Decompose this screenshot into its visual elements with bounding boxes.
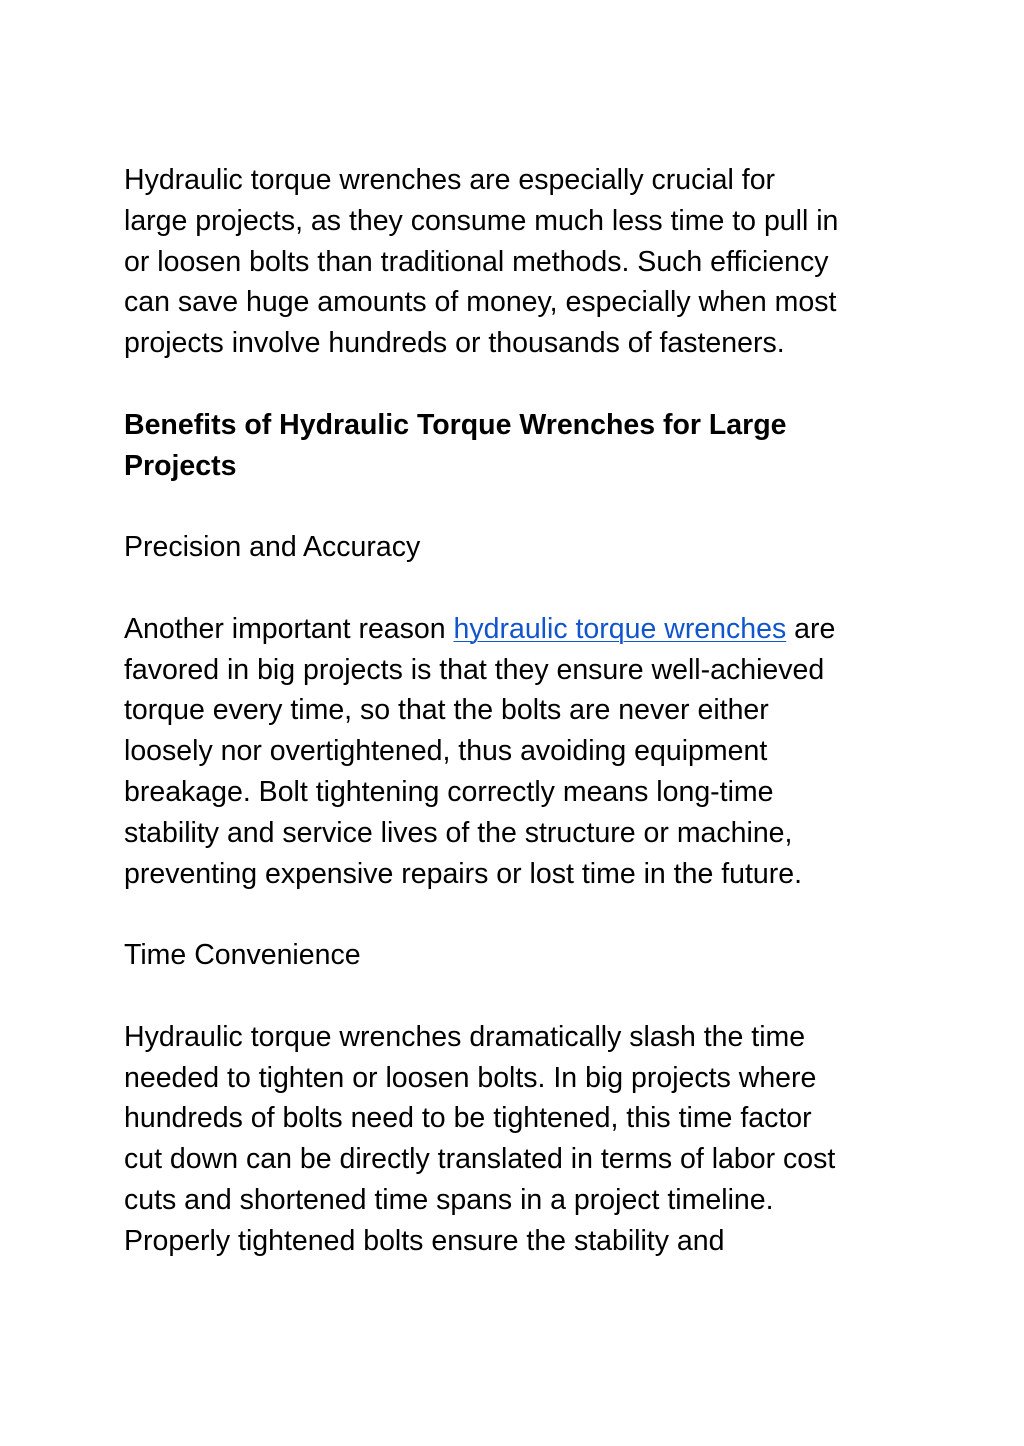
intro-paragraph — [124, 160, 914, 364]
heading-line: Projects — [124, 449, 237, 482]
hydraulic-torque-wrenches-link[interactable]: hydraulic torque wrenches — [453, 612, 787, 645]
text-line: torque every time, so that the bolts are never either — [124, 694, 769, 727]
text-line: Hydraulic torque wrenches dramatically slash the time — [124, 1020, 806, 1053]
subheading-text: Precision and Accuracy — [124, 531, 421, 564]
text-line — [124, 609, 914, 650]
section-heading — [124, 405, 914, 487]
text-line: loosely nor overtightened, thus avoiding equipment — [124, 735, 768, 768]
text-line: Hydraulic torque wrenches are especially crucial for — [124, 164, 776, 196]
text-fragment: are — [786, 612, 836, 645]
text-line: hundreds of bolts need to be tightened, this time factor — [124, 1102, 812, 1135]
text-line: favored in big projects is that they ensure well-achieved — [124, 653, 825, 686]
text-fragment: Another important reason — [124, 612, 454, 645]
text-line: cut down can be directly translated in terms of labor cost — [124, 1143, 836, 1176]
text-line: needed to tighten or loosen bolts. In big projects where — [124, 1061, 817, 1094]
subheading-text: Time Convenience — [124, 939, 361, 972]
text-line: stability and service lives of the structure or machine, — [124, 816, 793, 849]
text-line: preventing expensive repairs or lost time in the future. — [124, 857, 803, 890]
heading-line: Benefits of Hydraulic Torque Wrenches for Large — [124, 408, 787, 441]
text-line: projects involve hundreds or thousands of fasteners. — [124, 327, 785, 360]
text-line: Properly tightened bolts ensure the stability and — [124, 1224, 725, 1257]
text-line: can save huge amounts of money, especially when most — [124, 286, 837, 319]
text-line: large projects, as they consume much less time to pull in — [124, 204, 839, 237]
text-line: cuts and shortened time spans in a project timeline. — [124, 1183, 774, 1216]
document-page — [124, 160, 914, 1302]
subheading-precision — [124, 527, 914, 568]
subheading-time — [124, 935, 914, 976]
text-line: breakage. Bolt tightening correctly means long-time — [124, 775, 774, 808]
time-paragraph — [124, 1017, 914, 1262]
precision-paragraph — [124, 609, 914, 895]
text-line: or loosen bolts than traditional methods. Such efficiency — [124, 245, 829, 278]
